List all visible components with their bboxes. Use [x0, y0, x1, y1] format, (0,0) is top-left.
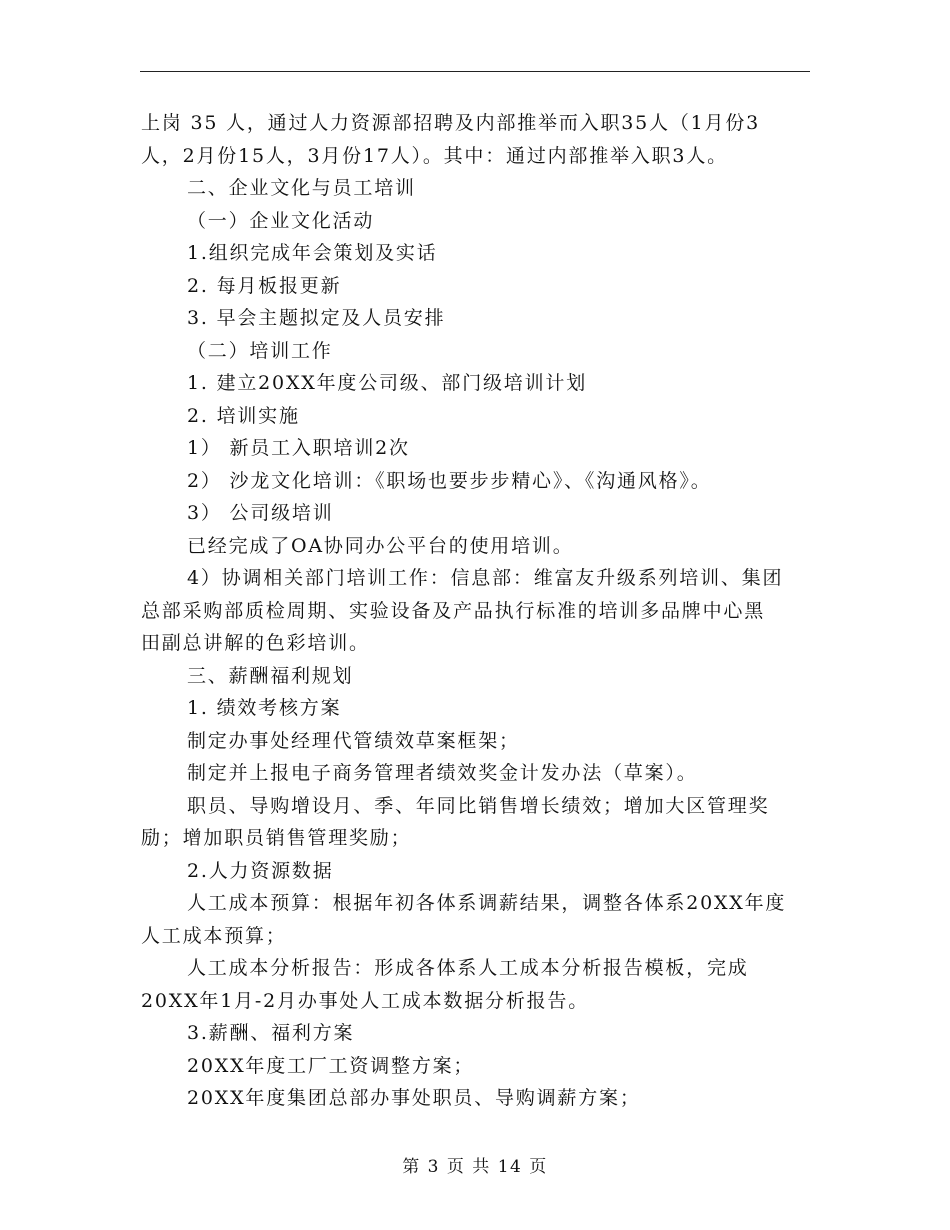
text-line: 1. 绩效考核方案: [187, 697, 342, 719]
text-line: 20XX年度集团总部办事处职员、导购调薪方案；: [187, 1087, 641, 1109]
text-line: 励；增加职员销售管理奖励；: [141, 827, 412, 849]
text-line: （二）培训工作: [187, 339, 333, 362]
text-line: 总部采购部质检周期、实验设备及产品执行标准的培训多品牌中心黑: [141, 599, 766, 622]
text-line: 2. 培训实施: [187, 404, 300, 427]
text-line: 1） 新员工入职培训2次: [187, 437, 410, 459]
header-rule: [140, 71, 810, 72]
text-line: 3. 早会主题拟定及人员安排: [187, 307, 446, 329]
text-line: 3） 公司级培训: [187, 502, 334, 524]
text-line: 20XX年度工厂工资调整方案；: [187, 1054, 475, 1077]
text-line: 上岗 35 人，通过人力资源部招聘及内部推举而入职35人（1月份3: [141, 112, 761, 134]
text-line: 人工成本预算；: [141, 924, 287, 947]
text-line: 职员、导购增设月、季、年同比销售增长绩效；增加大区管理奖: [187, 794, 770, 817]
text-line: 3.薪酬、福利方案: [187, 1022, 355, 1044]
text-line: 制定并上报电子商务管理者绩效奖金计发办法（草案）。: [187, 762, 698, 784]
text-line: 2.人力资源数据: [187, 859, 334, 882]
text-line: 4）协调相关部门培训工作：信息部：维富友升级系列培训、集团: [187, 567, 784, 589]
page-footer: 第 3 页 共 14 页: [402, 1157, 548, 1177]
text-line: （一）企业文化活动: [187, 209, 375, 232]
text-line: 二、企业文化与员工培训: [187, 177, 416, 199]
text-line: 2. 每月板报更新: [187, 274, 342, 297]
text-line: 人工成本预算：根据年初各体系调薪结果，调整各体系20XX年度: [187, 892, 787, 914]
text-line: 2） 沙龙文化培训：《职场也要步步精心》、《沟通风格》。: [187, 469, 712, 492]
text-line: 人，2月份15人，3月份17人）。其中：通过内部推举入职3人。: [141, 144, 728, 167]
text-line: 1. 建立20XX年度公司级、部门级培训计划: [187, 372, 587, 394]
text-line: 20XX年1月-2月办事处人工成本数据分析报告。: [141, 989, 590, 1012]
text-line: 制定办事处经理代管绩效草案框架；: [187, 729, 520, 752]
text-line: 1.组织完成年会策划及实话: [187, 242, 438, 264]
text-line: 田副总讲解的色彩培训。: [141, 632, 370, 654]
text-line: 已经完成了OA协同办公平台的使用培训。: [187, 534, 574, 557]
text-line: 三、薪酬福利规划: [187, 664, 354, 687]
text-line: 人工成本分析报告：形成各体系人工成本分析报告模板，完成: [187, 957, 749, 979]
document-body: [141, 107, 810, 1115]
